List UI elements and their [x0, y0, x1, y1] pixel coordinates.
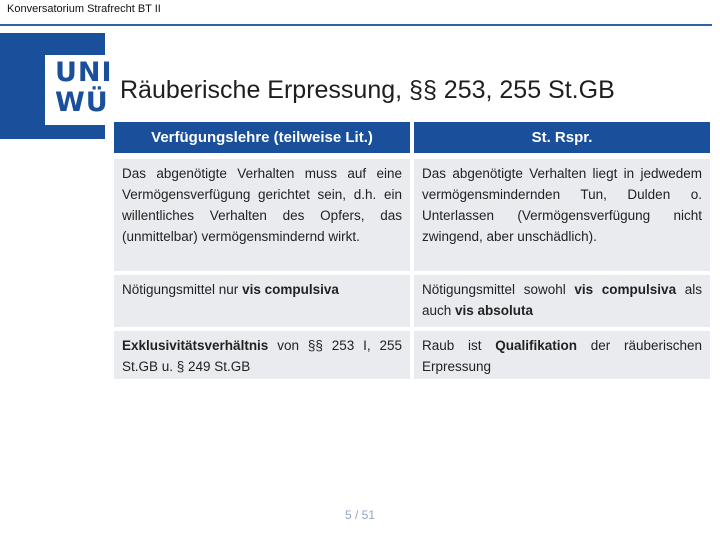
- table-row: [114, 159, 710, 271]
- header-divider: [0, 24, 712, 26]
- logo-text-line2: WÜ: [55, 87, 109, 118]
- cell-text-bold: vis compulsiva: [574, 282, 677, 297]
- table-cell-left: [114, 275, 410, 327]
- course-title: Konversatorium Strafrecht BT II: [7, 3, 161, 15]
- cell-text: als auch: [422, 282, 702, 318]
- page-number: 5 / 51: [344, 508, 376, 522]
- slide-title: Räuberische Erpressung, §§ 253, 255 St.GB: [120, 76, 615, 104]
- table-row: [114, 275, 710, 327]
- cell-text-bold: vis compulsiva: [242, 282, 339, 297]
- table-cell-right: Das abgenötigte Verhalten liegt in jedwedem vermögensmindernden Tun, Dulden o. Unterlassen (Vermögensverfügung nicht zwingend, aber unschädlich).: [414, 159, 710, 271]
- cell-text: Raub ist: [422, 338, 496, 353]
- table-cell-right: [414, 331, 710, 379]
- table-cell-right: [414, 275, 710, 327]
- cell-text: Nötigungsmittel nur: [122, 282, 243, 297]
- logo-text-line1: UNI: [55, 57, 113, 88]
- table-cell-left: [114, 331, 410, 379]
- cell-text: von §§ 253 I, 255 St.GB u. § 249 St.GB: [122, 338, 402, 374]
- cell-text-bold: vis absoluta: [455, 303, 534, 318]
- comparison-table: [114, 122, 710, 383]
- cell-text: Nötigungsmittel sowohl: [422, 282, 575, 297]
- column-header-verfuegungslehre: Verfügungslehre (teilweise Lit.): [114, 122, 410, 153]
- table-row: [114, 331, 710, 379]
- cell-text: der räuberischen Erpressung: [422, 338, 703, 374]
- table-header-row: [114, 122, 710, 153]
- cell-text-bold: Qualifikation: [495, 338, 577, 353]
- university-logo: [0, 33, 113, 139]
- table-cell-left: Das abgenötigte Verhalten muss auf eine Vermögensverfügung gerichtet sein, d.h. ein willentliches Verhalten des Opfers, das (unmittelbar) vermögensmindernd wirkt.: [114, 159, 410, 271]
- cell-text-bold: Exklusivitätsverhältnis: [122, 338, 269, 353]
- column-header-rspr: St. Rspr.: [414, 122, 710, 153]
